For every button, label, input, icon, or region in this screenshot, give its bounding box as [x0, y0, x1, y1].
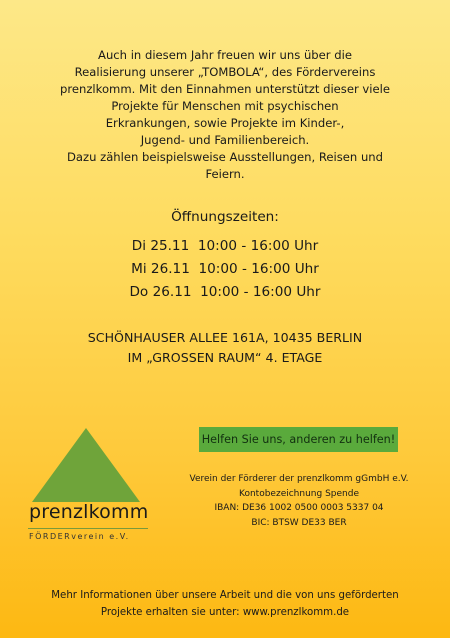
footer-text	[0, 587, 450, 621]
intro-line: Dazu zählen beispielsweise Ausstellungen, Reisen und	[66, 150, 384, 164]
intro-line: Realisierung unserer „TOMBOLA“, des Fördervereins	[74, 65, 376, 79]
help-us-banner: Helfen Sie uns, anderen zu helfen!	[199, 427, 398, 452]
intro-line: Feiern.	[205, 167, 245, 181]
opening-hours-item: Di 25.11 10:00 - 16:00 Uhr	[131, 238, 319, 254]
intro-line: Erkrankungen, sowie Projekte im Kinder-,	[105, 116, 345, 130]
opening-hours-item: Mi 26.11 10:00 - 16:00 Uhr	[131, 261, 319, 277]
bank-details	[162, 472, 436, 530]
bank-line: Verein der Förderer der prenzlkomm gGmbH e.V.	[189, 474, 409, 484]
opening-hours-title: Öffnungszeiten:	[171, 209, 279, 225]
bank-line: IBAN: DE36 1002 0500 0003 5337 04	[214, 503, 384, 513]
logo-name: prenzlkomm	[29, 501, 149, 523]
logo-divider	[28, 528, 148, 529]
intro-line: prenzlkomm. Mit den Einnahmen unterstützt dieser viele	[60, 82, 390, 96]
intro-text	[30, 47, 420, 183]
intro-line: Projekte für Menschen mit psychischen	[111, 99, 339, 113]
address-room: IM „GROSSEN RAUM“ 4. ETAGE	[127, 349, 323, 365]
intro-line: Auch in diesem Jahr freuen wir uns über die	[98, 48, 352, 62]
opening-hours-list	[0, 235, 450, 304]
intro-line: Jugend- und Familienbereich.	[140, 133, 310, 147]
opening-hours-item: Do 26.11 10:00 - 16:00 Uhr	[129, 284, 321, 300]
bank-line: Kontobezeichnung Spende	[239, 488, 359, 499]
bank-line: BIC: BTSW DE33 BER	[251, 517, 347, 528]
logo-triangle-icon	[32, 428, 140, 502]
footer-line: Projekte erhalten sie unter: www.prenzlkomm.de	[100, 607, 350, 618]
address-street: SCHÖNHAUSER ALLEE 161A, 10435 BERLIN	[87, 330, 363, 345]
footer-line: Mehr Informationen über unsere Arbeit und die von uns geförderten	[51, 590, 399, 601]
logo-subtitle: FÖRDERverein e.V.	[29, 532, 130, 541]
address-block	[0, 328, 450, 367]
